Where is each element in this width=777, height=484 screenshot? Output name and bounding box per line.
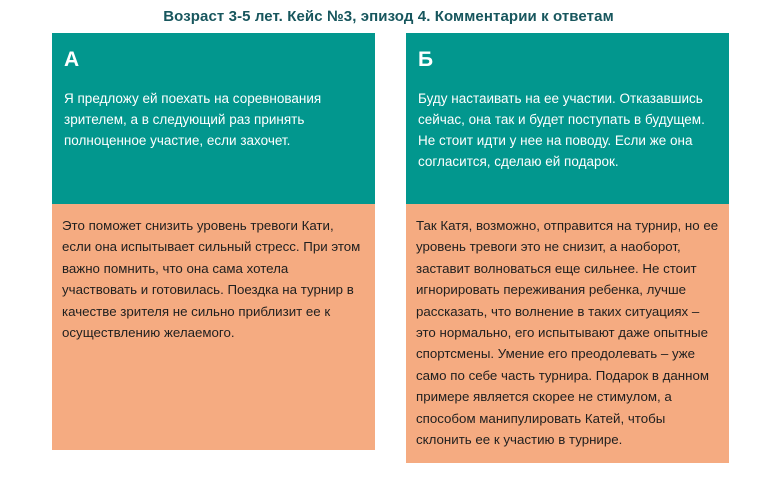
answer-card-a-header [52, 33, 375, 204]
answer-text-a: Я предложу ей поехать на соревнования зрителем, а в следующий раз принять полноценное участие, если захочет. [64, 91, 322, 148]
comment-text-b: Так Катя, возможно, отправится на турнир, но ее уровень тревоги это не снизит, а наоборот, заставит волноваться еще сильнее. Не стоит игнорировать переживания ребенка, лучше рассказать, что волнение в таких ситуациях – это нормально, его испытывают даже опытные спортсмены. Умение его преодолевать – уже само по себе часть турнира. Подарок в данном примере является скорее не стимулом, а способом манипулировать Катей, чтобы склонить ее к участию в турнире. [406, 204, 729, 463]
answer-text-b: Буду настаивать на ее участии. Отказавшись сейчас, она так и будет поступать в будущем. Не стоит идти у нее на поводу. Если же она согласится, сделаю ей подарок. [418, 91, 705, 169]
page-title: Возраст 3-5 лет. Кейс №3, эпизод 4. Комментарии к ответам [163, 8, 614, 25]
comment-text-a: Это поможет снизить уровень тревоги Кати, если она испытывает сильный стресс. При этом важно помнить, что она сама хотела участвовать и готовилась. Поездка на турнир в качестве зрителя не сильно приблизит ее к осуществлению желаемого. [52, 204, 375, 450]
answer-card-a [52, 33, 375, 450]
answer-card-b-header [406, 33, 729, 204]
answer-card-b [406, 33, 729, 463]
option-letter-a: А [64, 48, 80, 71]
option-letter-b: Б [418, 48, 434, 71]
